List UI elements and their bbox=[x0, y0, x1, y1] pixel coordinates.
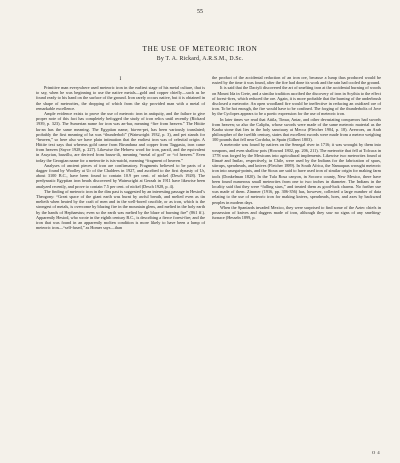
paragraph: Analyses of ancient pieces of iron are confirmatory. Fragments believed to be parts of a dagger found by Woolley at Ur of the Chaldees in 1927, and ascribed to the first dynasty of Ur, about 3100 B.C., have been found to contain 10.9 per cent. of nickel (Desch 1928). The predynastic Egyptian iron beads discovered by Wainwright at Gerzah in 1911 have likewise been analyzed recently, and prove to contain 7.5 per cent. of nickel (Desch 1928, p. 4). bbox=[36, 162, 205, 189]
paragraph: In later times we read that Attila, Timur, Antar, and other devastating conquerors had swords from heaven; so also the Caliphs, whose swords were made of the same meteoric material as the Kaaba stone that lies in the holy sanctuary at Mecca (Fletcher 1904, p. 18). Averroes, an Arab philosopher of the twelfth century, states that excellent swords were made from a meteor weighing 100 pounds that fell near Cordoba, in Spain (Gilbert 1803). bbox=[212, 116, 381, 143]
section-heading: I bbox=[119, 77, 122, 82]
paragraph: The finding of meteoric iron in the dim past is suggested by an interesting passage in Hesiod’s Theogony: “Great space of the giant earth was burnt by awful breath, and melted even as tin melteth when heated by the craft of men and in the well-bored crucible, or as iron, which is the strongest of metals, is overcome by blazing fire in the mountain glens, and melted in the holy earth by the hands of Hephaestus; even so the earth was melted by the blaze of burning fire” (861 ff.). Apparently Hesiod, who wrote in the eighth century B.C., is describing a fierce forest-fire; and the iron that was found in an apparently molten condition is more likely to have been a lump of meteoric iron—“self-fused,” as Homer says—than bbox=[36, 188, 205, 231]
page-number: 55 bbox=[197, 9, 203, 15]
paragraph: It is said that the Dactyli discovered the art of smelting iron at the accidental burning of woods on Mount Ida in Crete, and a similar tradition ascribed the discovery of iron in Scythia to the effect of forest-fires, which reduced the ore. Again, it is more probable that the burning of the underbrush disclosed a meteorite. An open woodland fire would be ineffective in reducing an oxidized ore of iron. To be hot enough, the fire would have to be confined. The forging of the thunderbolts of Jove by the Cyclopes appears to be a poetic expression for the use of meteoric iron. bbox=[212, 85, 381, 117]
paragraph: the product of the accidental reduction of an iron ore, because a lump thus produced would be rusted by the time it was found, after the fire had done its work and the rain had cooled the ground. bbox=[212, 75, 381, 86]
right-column bbox=[212, 75, 381, 220]
paragraph: A meteorite was found by natives on the Senegal river in 1716; it was wrought by them into weapons, and even shallow pots (Howard 1802, pp. 206, 211). The meteorite that fell at Tolcuca in 1778 was forged by the Mexicans into agricultural implements. Likewise two meteorites found at Ilimaë and Imilac, respectively, in Chile, were used by the Indians for the fabrication of spurs, stirrups, spearheads, and knives (Fletcher 1889). In South Africa, the Namaquas wrought meteoric iron into assegai-points, and the Sioux are said to have used iron of similar origin for making farm tools (Donkelman 1820). In the Tula Rosa canyon, in Socorro county, New Mexico, there have been found numerous small meteorites from one to two inches in diameter. The Indians in the locality said that they were “falling stars,” and treated them as good-luck charms. No further use was made of them. Zimmer (1916, pp. 306-356) has, however, collected a large number of data relating to the use of meteoric iron for making knives, spearheads, hoes, and axes by backward peoples in modern days. bbox=[212, 142, 381, 205]
article-title: THE USE OF METEORIC IRON bbox=[142, 45, 258, 53]
printer-signature: O 4 bbox=[372, 450, 381, 455]
paragraph: Primitive man everywhere used meteoric iron in the earliest stage of his metal culture, that is to say, when he was beginning to use the native metals—gold and copper chiefly—such as he found ready to his hand on the surface of the ground. Iron rarely occurs native, but it is obtained in the shape of meteorites, the dropping of which from the sky provided man with a metal of remarkable excellence. bbox=[36, 85, 205, 111]
paragraph: When the Spaniards invaded Mexico, they were surprised to find some of the Aztec chiefs in possession of knives and daggers made of iron, although they saw no signs of any smelting-furnace (Hesseln 1899, p. bbox=[212, 204, 381, 221]
article-author: By T. A. Rickard, A.R.S.M., D.Sc. bbox=[156, 56, 244, 62]
left-column bbox=[36, 77, 205, 230]
paragraph: Ample evidence exists to prove the use of meteoric iron in antiquity, and the failure to give proper note of this fact has completely befogged the study of iron relics until recently (Rickard 1939, p. 323). The Sumerian name for iron was an-bar, meaning “fire from heaven.” The Hittite ku-an has the same meaning. The Egyptian name, bia-en-pet, has been variously translated; probably the first meaning of ba was “thunderbolt” (Wainwright 1932, p. 3), and pet stands for “heaven,” so here also we have plain intimation that the earliest iron was of celestial origin. A Hittite text says that whereas gold came from Birunduna and copper from Taggasta, iron came from heaven (Sayce 1928, p. 227). Likewise the Hebrew word for iron, parzil, and the equivalent in Assyrian, barzillu, are derived from barzu-ili, meaning “metal of god” or “of heaven.” Even today the Georgian name for a meteorite is tsis-natchi, meaning “fragment of heaven.” bbox=[36, 110, 205, 163]
